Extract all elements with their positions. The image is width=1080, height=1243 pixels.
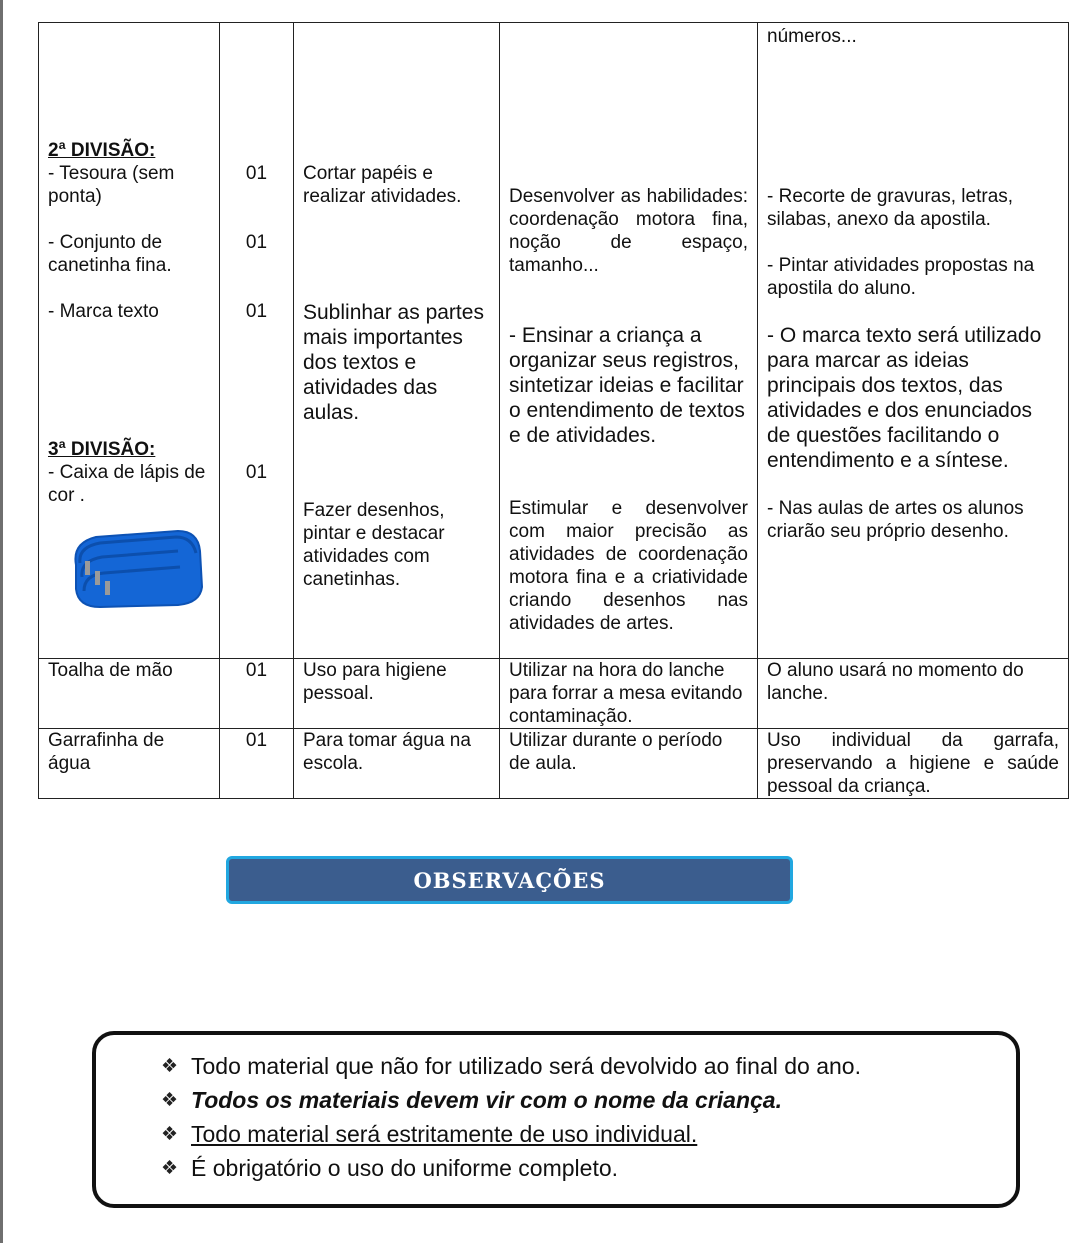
table-row (39, 659, 1069, 729)
note-item (161, 1151, 1016, 1185)
activity-cell: Uso individual da garrafa, preservando a higiene e saúde pessoal da criança. (758, 729, 1069, 799)
item-cell (39, 23, 220, 659)
use-cell: Uso para higiene pessoal. (294, 659, 500, 729)
observacoes-banner (226, 856, 793, 904)
objective-lapis: Estimular e desenvolver com maior precisão as atividades de coordenação motora fina e a criatividade criando desenhos nas atividades de artes. (509, 498, 748, 634)
item-canetinha: - Conjunto de canetinha fina. (48, 232, 172, 276)
diamond-bullet-icon: ❖ (161, 1055, 179, 1077)
activity-pintar: - Pintar atividades propostas na apostila do aluno. (767, 255, 1035, 299)
page-edge (0, 0, 3, 1243)
use-cell: Para tomar água na escola. (294, 729, 500, 799)
table-row (39, 23, 1069, 659)
pencil-case-image (66, 517, 204, 609)
qty-canetinha: 01 (245, 232, 268, 253)
qty-cell: 01 (220, 659, 294, 729)
materials-table (38, 22, 1069, 799)
objective-marca-texto: - Ensinar a criança a organizar seus registros, sintetizar ideias e facilitar o entendimento de textos e de atividades. (509, 324, 745, 447)
diamond-bullet-icon: ❖ (161, 1157, 179, 1179)
note-text: É obrigatório o uso do uniforme completo. (191, 1154, 619, 1181)
item-tesoura: - Tesoura (sem ponta) (48, 163, 175, 207)
note-text: Todos os materiais devem vir com o nome da criança. (191, 1086, 782, 1113)
objective-habilidades: Desenvolver as habilidades: coordenação motora fina, noção de espaço, tamanho... (509, 186, 748, 276)
note-item (161, 1083, 1016, 1117)
use-marca-texto: Sublinhar as partes mais importantes dos textos e atividades das aulas. (303, 301, 484, 424)
qty-cell (220, 23, 294, 659)
top-text: números... (767, 26, 857, 47)
div3-title: 3ª DIVISÃO: (48, 439, 156, 460)
activity-cell: O aluno usará no momento do lanche. (758, 659, 1069, 729)
qty-marca-texto: 01 (245, 301, 268, 322)
item-cell: Toalha de mão (39, 659, 220, 729)
observacoes-title: OBSERVAÇÕES (413, 867, 606, 893)
note-item (161, 1117, 1016, 1151)
objective-cell: Utilizar na hora do lanche para forrar a mesa evitando contaminação. (500, 659, 758, 729)
activity-recorte: - Recorte de gravuras, letras, silabas, anexo da apostila. (767, 186, 1014, 230)
use-tesoura: Cortar papéis e realizar atividades. (303, 163, 462, 207)
qty-caixa-lapis: 01 (245, 462, 268, 483)
activity-marca-texto: - O marca texto será utilizado para marcar as ideias principais dos textos, das atividades e dos enunciados de questões facilitando o entendimento e a síntese. (767, 324, 1042, 472)
item-marca-texto: - Marca texto (48, 301, 159, 322)
note-text: Todo material será estritamente de uso individual. (191, 1120, 698, 1147)
note-item (161, 1049, 1016, 1083)
use-cell (294, 23, 500, 659)
use-caixa-lapis: Fazer desenhos, pintar e destacar atividades com canetinhas. (303, 500, 445, 590)
activity-cell (758, 23, 1069, 659)
objective-cell: Utilizar durante o período de aula. (500, 729, 758, 799)
activity-artes: - Nas aulas de artes os alunos criarão seu próprio desenho. (767, 498, 1024, 542)
item-caixa-lapis: - Caixa de lápis de cor . (48, 462, 206, 506)
qty-tesoura: 01 (245, 163, 268, 184)
item-cell: Garrafinha de água (39, 729, 220, 799)
diamond-bullet-icon: ❖ (161, 1123, 179, 1145)
div2-title: 2ª DIVISÃO: (48, 140, 156, 161)
qty-cell: 01 (220, 729, 294, 799)
table-row (39, 729, 1069, 799)
diamond-bullet-icon: ❖ (161, 1089, 179, 1111)
objective-cell (500, 23, 758, 659)
notes-box (92, 1031, 1020, 1208)
note-text: Todo material que não for utilizado será devolvido ao final do ano. (191, 1052, 861, 1079)
